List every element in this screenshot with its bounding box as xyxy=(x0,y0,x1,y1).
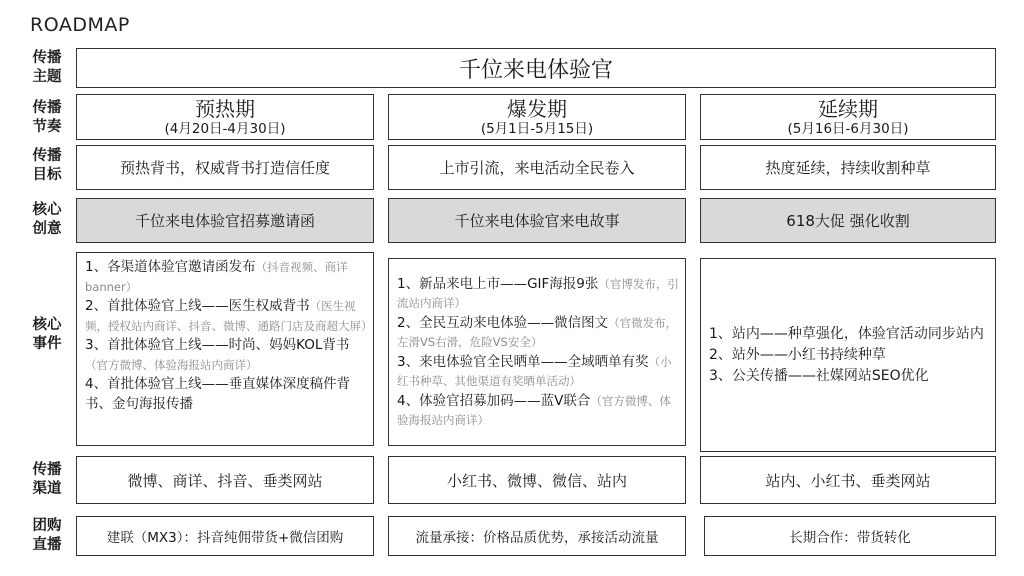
event-item: 2、首批体验官上线——医生权威背书（医生视频，授权站内商详、抖音、微博、通路门店及商超大屏） xyxy=(85,298,373,333)
theme-box xyxy=(76,48,996,88)
phase-date: (5月16日-6月30日) xyxy=(787,120,909,137)
event-item: 3、首批体验官上线——时尚、妈妈KOL背书（官方微博、体验海报站内商详） xyxy=(85,337,350,372)
phase-date: (4月20日-4月30日) xyxy=(164,120,286,137)
event-item: 1、各渠道体验官邀请函发布（抖音视频、商详banner） xyxy=(85,259,348,294)
goal-cell xyxy=(700,145,996,190)
goal-text: 热度延续，持续收割种草 xyxy=(765,159,931,177)
idea-text: 千位来电体验官来电故事 xyxy=(454,212,620,230)
group-buy-text: 长期合作：带货转化 xyxy=(789,530,911,546)
idea-cell xyxy=(76,198,374,243)
idea-text: 618大促 强化收割 xyxy=(786,212,910,230)
phase-name: 预热期 xyxy=(195,96,255,121)
page-title: ROADMAP xyxy=(30,14,130,36)
event-item: 3、公关传播——社媒网站SEO优化 xyxy=(709,368,929,384)
phase-warmup xyxy=(76,94,374,140)
group-buy-cell xyxy=(388,516,686,556)
phase-continue xyxy=(700,94,996,140)
event-item: 4、体验官招募加码——蓝V联合（官方微博、体验海报站内商详） xyxy=(397,392,671,427)
group-buy-cell xyxy=(76,516,374,556)
event-item: 2、站外——小红书持续种草 xyxy=(709,347,886,363)
phase-name: 爆发期 xyxy=(507,96,567,121)
goal-cell xyxy=(388,145,686,190)
event-item: 1、新品来电上市——GIF海报9张（官博发布，引流站内商详） xyxy=(397,275,679,310)
events-list xyxy=(85,258,373,414)
channel-text: 站内、小红书、垂类网站 xyxy=(765,471,931,490)
channel-cell xyxy=(700,456,996,504)
channel-text: 微博、商详、抖音、垂类网站 xyxy=(127,471,323,490)
channel-cell xyxy=(76,456,374,504)
phase-name: 延续期 xyxy=(818,96,878,121)
row-label-group-buy: 团购 直播 xyxy=(32,518,62,553)
channel-cell xyxy=(388,456,686,504)
event-item: 4、首批体验官上线——垂直媒体深度稿件背书、金句海报传播 xyxy=(85,376,351,412)
row-label-goal: 传播 目标 xyxy=(32,148,62,183)
channel-text: 小红书、微博、微信、站内 xyxy=(446,471,627,490)
events-list xyxy=(709,324,984,387)
phase-date: (5月1日-5月15日) xyxy=(480,120,594,137)
row-label-idea: 核心 创意 xyxy=(32,202,62,237)
idea-text: 千位来电体验官招募邀请函 xyxy=(134,212,315,230)
event-item: 3、来电体验官全民晒单——全域晒单有奖（小红书种草、其他渠道有奖晒单活动） xyxy=(397,353,672,388)
theme-text: 千位来电体验官 xyxy=(458,57,613,83)
events-cell-warmup xyxy=(76,252,374,446)
idea-cell xyxy=(388,198,686,243)
event-item: 1、站内——种草强化，体验官活动同步站内 xyxy=(709,326,984,342)
goal-text: 预热背书，权威背书打造信任度 xyxy=(119,159,330,177)
group-buy-text: 建联（MX3）：抖音纯佣带货+微信团购 xyxy=(106,530,344,546)
group-buy-text: 流量承接：价格品质优势，承接活动流量 xyxy=(415,530,659,546)
event-item: 2、全民互动来电体验——微信图文（官微发布，左滑VS右滑，危险VS安全） xyxy=(397,314,678,349)
phase-burst xyxy=(388,94,686,140)
events-cell-burst xyxy=(388,258,686,446)
row-label-theme: 传播 主题 xyxy=(32,50,62,85)
group-buy-cell xyxy=(704,516,996,556)
idea-cell xyxy=(700,198,996,243)
row-label-events: 核心 事件 xyxy=(32,317,62,352)
row-label-channel: 传播 渠道 xyxy=(32,462,62,497)
row-label-rhythm: 传播 节奏 xyxy=(32,100,62,135)
events-cell-continue xyxy=(700,258,996,452)
goal-cell xyxy=(76,145,374,190)
events-list xyxy=(397,275,679,431)
goal-text: 上市引流，来电活动全民卷入 xyxy=(439,159,635,177)
